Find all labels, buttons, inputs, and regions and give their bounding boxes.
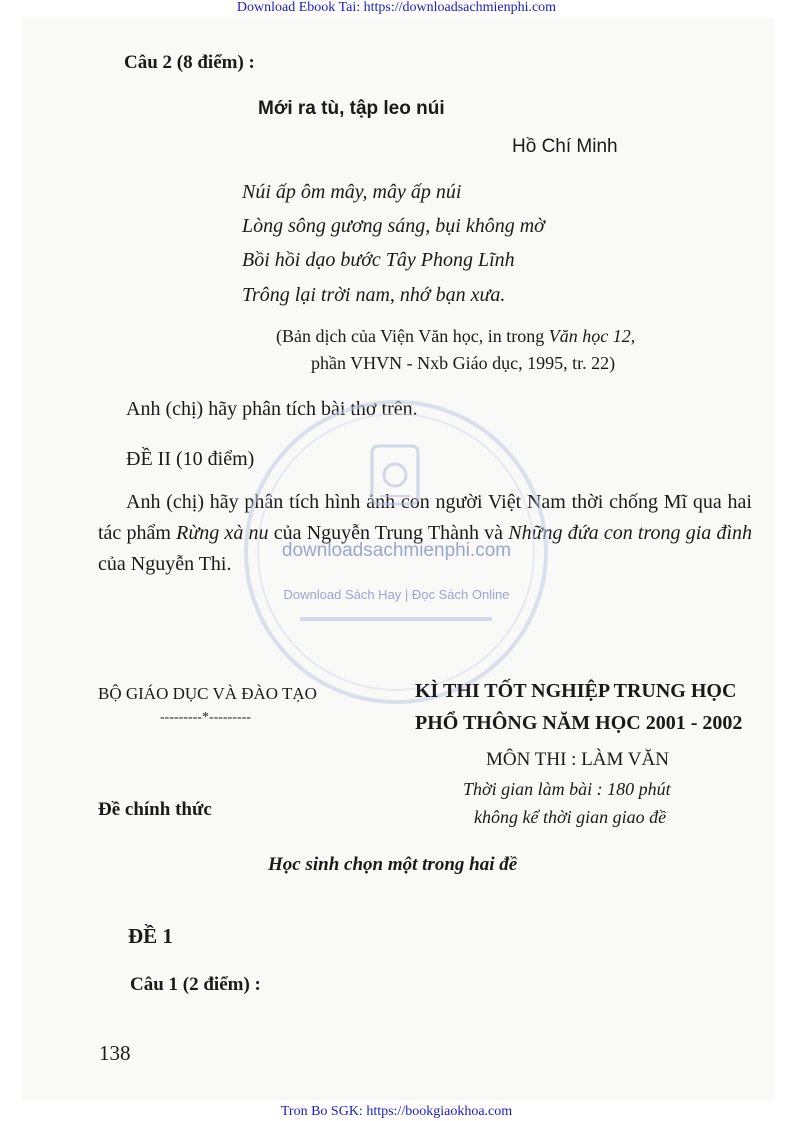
exam-title-line2: PHỔ THÔNG NĂM HỌC 2001 - 2002 bbox=[415, 712, 743, 734]
exam-instruction: Học sinh chọn một trong hai đề bbox=[268, 854, 518, 875]
bottom-bookgiaokhoa-link[interactable]: Tron Bo SGK: https://bookgiaokhoa.com bbox=[280, 1104, 513, 1119]
page-number: 138 bbox=[99, 1041, 131, 1065]
source-prefix: (Bản dịch của Viện Văn học, in trong bbox=[276, 326, 549, 346]
question1-heading: Câu 1 (2 điểm) : bbox=[130, 974, 261, 995]
ministry-separator: ---------*--------- bbox=[160, 710, 251, 725]
translation-source-line1 bbox=[276, 326, 635, 347]
exam-title-line1: KÌ THI TỐT NGHIỆP TRUNG HỌC bbox=[415, 680, 737, 702]
work-title-nhung-dua-con: Những đứa con trong gia đình bbox=[508, 522, 753, 544]
poem-line-1: Núi ấp ôm mây, mây ấp núi bbox=[242, 181, 462, 203]
translation-source-line2: phần VHVN - Nxb Giáo dục, 1995, tr. 22) bbox=[311, 353, 616, 373]
ministry-name: BỘ GIÁO DỤC VÀ ĐÀO TẠO bbox=[98, 684, 317, 703]
source-book-title: Văn học 12, bbox=[548, 326, 636, 346]
watermark-tagline: Download Sách Hay | Đọc Sách Online bbox=[283, 587, 510, 602]
poem-author: Hồ Chí Minh bbox=[512, 136, 618, 157]
exam-subject: MÔN THI : LÀM VĂN bbox=[486, 749, 669, 770]
poem-line-2: Lòng sông gương sáng, bụi không mờ bbox=[242, 215, 545, 237]
de2-text-pre: Anh (chị) hãy phân tích hình ảnh con người Việt Nam thời chống Mĩ qua hai tác phẩm bbox=[98, 491, 752, 544]
exam-time-line2: không kể thời gian giao đề bbox=[474, 807, 667, 827]
question2-heading: Câu 2 (8 điểm) : bbox=[124, 52, 255, 73]
top-download-link[interactable]: Download Ebook Tai: https://downloadsachmienphi.com bbox=[236, 0, 557, 15]
exam-time-line1: Thời gian làm bài : 180 phút bbox=[463, 779, 671, 799]
poem-line-3: Bồi hồi dạo bước Tây Phong Lĩnh bbox=[242, 249, 515, 271]
question2-task: Anh (chị) hãy phân tích bài thơ trên. bbox=[126, 398, 418, 420]
de2-text-mid: của Nguyễn Trung Thành và bbox=[268, 522, 509, 544]
de2-text-post: của Nguyễn Thi. bbox=[98, 553, 232, 575]
de2-heading: ĐỀ II (10 điểm) bbox=[126, 448, 255, 470]
watermark-site: downloadsachmienphi.com bbox=[281, 540, 512, 561]
poem-title: Mới ra tù, tập leo núi bbox=[258, 98, 445, 119]
de1-heading: ĐỀ 1 bbox=[128, 924, 173, 948]
work-title-rung-xa-nu: Rừng xà nu bbox=[176, 522, 269, 544]
poem-line-4: Trông lại trời nam, nhớ bạn xưa. bbox=[242, 284, 506, 306]
official-exam-label: Đề chính thức bbox=[98, 799, 212, 820]
